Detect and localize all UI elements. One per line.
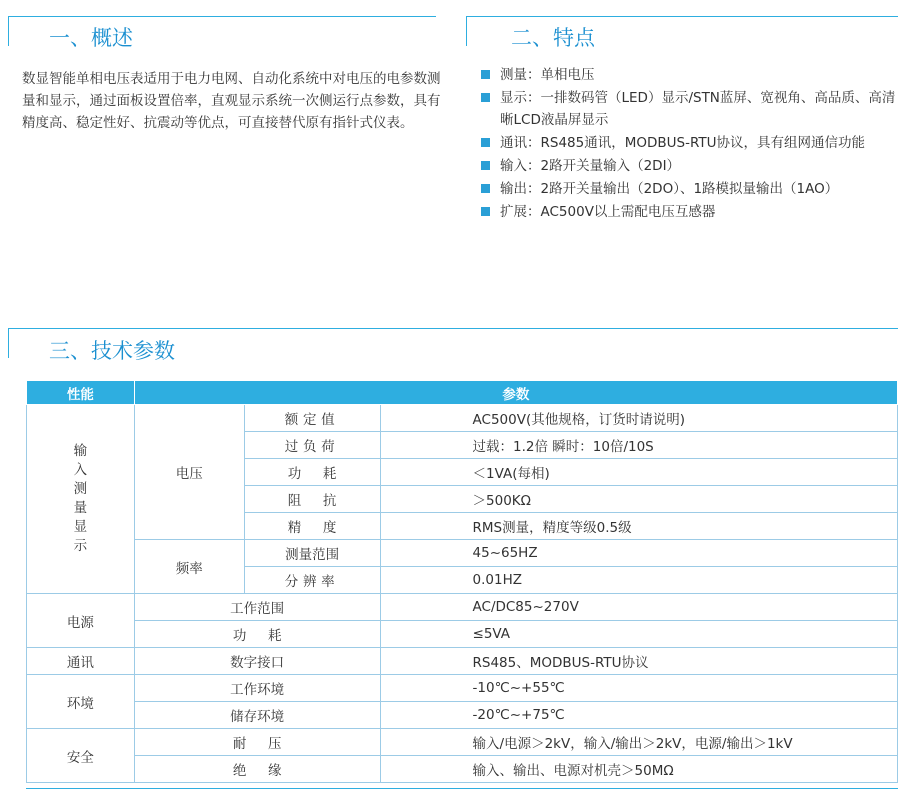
params-table bbox=[26, 380, 898, 783]
table-cell-value: AC/DC85~270V bbox=[380, 594, 897, 621]
table-cell-item: 功耗 bbox=[244, 459, 380, 486]
square-bullet-icon bbox=[481, 138, 490, 147]
table-row bbox=[27, 405, 898, 432]
table-cell-value: RS485、MODBUS-RTU协议 bbox=[380, 648, 897, 675]
table-row bbox=[27, 702, 898, 729]
table-row bbox=[27, 621, 898, 648]
table-cell-value: -10℃~+55℃ bbox=[380, 675, 897, 702]
voltage-label: 电压 bbox=[134, 405, 244, 540]
table-row bbox=[27, 756, 898, 783]
list-item: 通讯：RS485通讯，MODBUS-RTU协议，具有组网通信功能 bbox=[478, 132, 898, 154]
table-cell-value: ≤5VA bbox=[380, 621, 897, 648]
table-cell-item: 功耗 bbox=[134, 621, 380, 648]
features-section-header bbox=[466, 16, 898, 50]
list-item: 测量：单相电压 bbox=[478, 64, 898, 86]
table-cell-value: RMS测量，精度等级0.5级 bbox=[380, 513, 897, 540]
table-cell-value: ＞500KΩ bbox=[380, 486, 897, 513]
safety-label: 安全 bbox=[27, 729, 135, 783]
square-bullet-icon bbox=[481, 70, 490, 79]
table-row bbox=[27, 675, 898, 702]
overview-section-header bbox=[8, 16, 436, 50]
list-item: 输入：2路开关量输入（2DI） bbox=[478, 155, 898, 177]
power-label: 电源 bbox=[27, 594, 135, 648]
table-cell-item: 测量范围 bbox=[244, 540, 380, 567]
table-cell-item: 分辨率 bbox=[244, 567, 380, 594]
header-params: 参数 bbox=[134, 381, 897, 405]
features-list bbox=[478, 64, 898, 224]
list-item: 输出：2路开关量输出（2DO）、1路模拟量输出（1AO） bbox=[478, 178, 898, 200]
table-cell-item: 储存环境 bbox=[134, 702, 380, 729]
table-cell-value: ＜1VA(每相) bbox=[380, 459, 897, 486]
params-section-header bbox=[8, 328, 898, 363]
table-cell-item: 数字接口 bbox=[134, 648, 380, 675]
table-cell-value: 45~65HZ bbox=[380, 540, 897, 567]
table-cell-value: -20℃~+75℃ bbox=[380, 702, 897, 729]
overview-text: 数显智能单相电压表适用于电力电网、自动化系统中对电压的电参数测量和显示，通过面板设置倍率，直观显示系统一次侧运行点参数，具有精度高、稳定性好、抗震动等优点，可直接替代原有指针式仪表。 bbox=[22, 71, 441, 131]
square-bullet-icon bbox=[481, 93, 490, 102]
table-cell-value: 过载：1.2倍 瞬时：10倍/10S bbox=[380, 432, 897, 459]
table-header-row bbox=[27, 381, 898, 405]
table-cell-item: 绝缘 bbox=[134, 756, 380, 783]
square-bullet-icon bbox=[481, 161, 490, 170]
comm-label: 通讯 bbox=[27, 648, 135, 675]
table-row bbox=[27, 729, 898, 756]
square-bullet-icon bbox=[481, 184, 490, 193]
input-group-label: 输 入 测 量 显 示 bbox=[27, 405, 135, 594]
table-cell-item: 精度 bbox=[244, 513, 380, 540]
env-label: 环境 bbox=[27, 675, 135, 729]
table-cell-value: AC500V(其他规格，订货时请说明) bbox=[380, 405, 897, 432]
table-cell-item: 工作范围 bbox=[134, 594, 380, 621]
table-cell-value: 输入、输出、电源对机壳＞50MΩ bbox=[380, 756, 897, 783]
table-cell-item: 过负荷 bbox=[244, 432, 380, 459]
list-item: 显示：一排数码管（LED）显示/STN蓝屏、宽视角、高品质、高清晰LCD液晶屏显示 bbox=[478, 87, 898, 131]
frequency-label: 频率 bbox=[134, 540, 244, 594]
table-row bbox=[27, 594, 898, 621]
table-row bbox=[27, 540, 898, 567]
header-performance: 性能 bbox=[27, 381, 135, 405]
features-title: 二、特点 bbox=[511, 26, 595, 50]
square-bullet-icon bbox=[481, 207, 490, 216]
table-cell-value: 输入/电源＞2kV，输入/输出＞2kV，电源/输出＞1kV bbox=[380, 729, 897, 756]
overview-title: 一、概述 bbox=[49, 26, 133, 50]
table-cell-item: 耐压 bbox=[134, 729, 380, 756]
table-cell-item: 额定值 bbox=[244, 405, 380, 432]
table-cell-item: 工作环境 bbox=[134, 675, 380, 702]
table-bottom-rule bbox=[26, 788, 898, 789]
table-cell-item: 阻抗 bbox=[244, 486, 380, 513]
table-cell-value: 0.01HZ bbox=[380, 567, 897, 594]
table-row bbox=[27, 648, 898, 675]
params-title: 三、技术参数 bbox=[49, 339, 175, 363]
list-item: 扩展：AC500V以上需配电压互感器 bbox=[478, 201, 898, 223]
